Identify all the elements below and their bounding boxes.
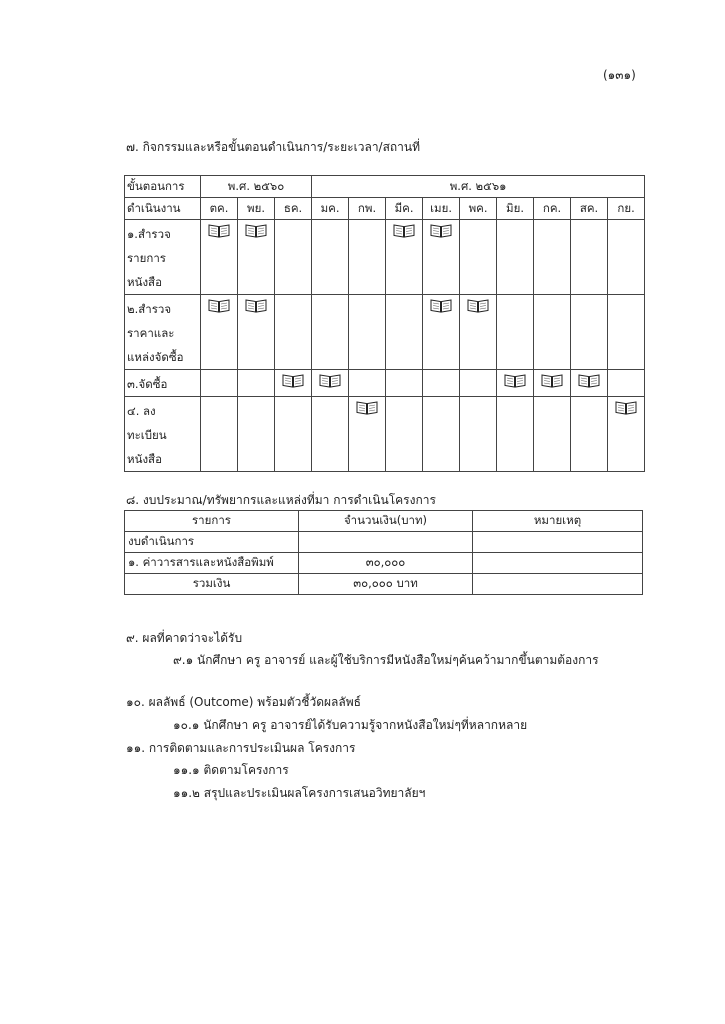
month-header: มีค. xyxy=(386,198,423,220)
step-label: ๔. ลงทะเบียน หนังสือ xyxy=(125,397,201,472)
schedule-cell xyxy=(571,295,608,370)
month-header: มิย. xyxy=(497,198,534,220)
budget-col-note: หมายเหตุ xyxy=(473,511,643,532)
book-icon xyxy=(208,223,230,238)
book-icon xyxy=(430,223,452,238)
schedule-cell xyxy=(312,370,349,397)
book-icon xyxy=(393,223,415,238)
year-2560-header: พ.ศ. ๒๕๖๐ xyxy=(201,176,312,198)
schedule-cell xyxy=(571,220,608,295)
schedule-cell xyxy=(423,370,460,397)
budget-row-journals-amount: ๓๐,๐๐๐ xyxy=(299,553,473,574)
month-header: ธค. xyxy=(275,198,312,220)
schedule-cell xyxy=(386,220,423,295)
schedule-row xyxy=(125,295,645,370)
schedule-cell xyxy=(275,220,312,295)
schedule-cell xyxy=(571,370,608,397)
budget-table xyxy=(124,510,643,595)
section-10-item-1: ๑๐.๑ นักศึกษา ครู อาจารย์ได้รับความรู้จากหนังสือใหม่ๆที่หลากหลาย xyxy=(173,718,528,732)
schedule-cell xyxy=(238,370,275,397)
schedule-cell xyxy=(349,220,386,295)
section-11-item-1: ๑๑.๑ ติดตามโครงการ xyxy=(173,763,289,777)
schedule-cell xyxy=(423,397,460,472)
schedule-cell xyxy=(534,370,571,397)
schedule-cell xyxy=(238,295,275,370)
step-label: ๑.สำรวจ รายการ หนังสือ xyxy=(125,220,201,295)
year-2561-header: พ.ศ. ๒๕๖๑ xyxy=(312,176,645,198)
budget-col-item: รายการ xyxy=(125,511,299,532)
schedule-cell xyxy=(312,220,349,295)
book-icon xyxy=(208,298,230,313)
schedule-row xyxy=(125,370,645,397)
book-icon xyxy=(430,298,452,313)
schedule-table xyxy=(124,175,645,472)
schedule-row xyxy=(125,397,645,472)
schedule-cell xyxy=(349,397,386,472)
schedule-cell xyxy=(201,220,238,295)
schedule-cell xyxy=(460,220,497,295)
section-11-heading: ๑๑. การติดตามและการประเมินผล โครงการ xyxy=(126,741,356,755)
schedule-cell xyxy=(497,370,534,397)
section-11-item-2: ๑๑.๒ สรุปและประเมินผลโครงการเสนอวิทยาลัยฯ xyxy=(173,786,426,800)
schedule-cell xyxy=(275,397,312,472)
schedule-cell xyxy=(460,295,497,370)
schedule-cell xyxy=(423,295,460,370)
book-icon xyxy=(245,223,267,238)
step-label: ๓.จัดซื้อ xyxy=(125,370,201,397)
schedule-cell xyxy=(608,220,645,295)
schedule-cell xyxy=(275,370,312,397)
schedule-cell xyxy=(571,397,608,472)
schedule-row xyxy=(125,220,645,295)
schedule-cell xyxy=(534,295,571,370)
book-icon xyxy=(319,373,341,388)
schedule-cell xyxy=(460,370,497,397)
schedule-cell xyxy=(201,295,238,370)
month-header: มค. xyxy=(312,198,349,220)
step-label: ๒.สำรวจ ราคาและ แหล่งจัดซื้อ xyxy=(125,295,201,370)
book-icon xyxy=(578,373,600,388)
month-header: สค. xyxy=(571,198,608,220)
schedule-cell xyxy=(497,295,534,370)
schedule-cell xyxy=(349,370,386,397)
month-header: กค. xyxy=(534,198,571,220)
book-icon xyxy=(245,298,267,313)
book-icon xyxy=(356,400,378,415)
schedule-cell xyxy=(608,295,645,370)
book-icon xyxy=(282,373,304,388)
schedule-cell xyxy=(386,397,423,472)
schedule-cell xyxy=(349,295,386,370)
section-7-heading: ๗. กิจกรรมและหรือขั้นตอนดำเนินการ/ระยะเวลา/สถานที่ xyxy=(126,140,421,154)
book-icon xyxy=(467,298,489,313)
budget-row-operating: งบดำเนินการ xyxy=(125,532,299,553)
budget-total-amount: ๓๐,๐๐๐ บาท xyxy=(299,574,473,595)
schedule-cell xyxy=(423,220,460,295)
month-header: เมย. xyxy=(423,198,460,220)
month-header: กย. xyxy=(608,198,645,220)
schedule-cell xyxy=(386,370,423,397)
schedule-cell xyxy=(238,397,275,472)
section-10-heading: ๑๐. ผลลัพธ์ (Outcome) พร้อมตัวชี้วัดผลลัพธ์ xyxy=(126,695,361,709)
schedule-cell xyxy=(312,397,349,472)
schedule-cell xyxy=(201,397,238,472)
book-icon xyxy=(504,373,526,388)
schedule-cell xyxy=(608,397,645,472)
schedule-cell xyxy=(534,397,571,472)
schedule-cell xyxy=(238,220,275,295)
schedule-cell xyxy=(201,370,238,397)
budget-row-journals: ๑. ค่าวารสารและหนังสือพิมพ์ xyxy=(125,553,299,574)
budget-total-label: รวมเงิน xyxy=(125,574,299,595)
month-header: พย. xyxy=(238,198,275,220)
month-header: พค. xyxy=(460,198,497,220)
section-9-item-1: ๙.๑ นักศึกษา ครู อาจารย์ และผู้ใช้บริการมีหนังสือใหม่ๆค้นคว้ามากขึ้นตามต้องการ xyxy=(173,653,599,667)
schedule-cell xyxy=(497,397,534,472)
section-8-heading: ๘. งบประมาณ/ทรัพยากรและแหล่งที่มา การดำเนินโครงการ xyxy=(126,493,436,507)
month-header: กพ. xyxy=(349,198,386,220)
schedule-cell xyxy=(275,295,312,370)
page-number: (๑๓๑) xyxy=(603,68,636,82)
step-header-top: ขั้นตอนการ xyxy=(125,176,201,198)
schedule-cell xyxy=(460,397,497,472)
section-9-heading: ๙. ผลที่คาดว่าจะได้รับ xyxy=(126,631,243,645)
step-header-bottom: ดำเนินงาน xyxy=(125,198,201,220)
month-header: ตค. xyxy=(201,198,238,220)
schedule-cell xyxy=(386,295,423,370)
book-icon xyxy=(541,373,563,388)
schedule-cell xyxy=(534,220,571,295)
schedule-cell xyxy=(312,295,349,370)
schedule-cell xyxy=(497,220,534,295)
book-icon xyxy=(615,400,637,415)
budget-col-amount: จำนวนเงิน(บาท) xyxy=(299,511,473,532)
schedule-cell xyxy=(608,370,645,397)
